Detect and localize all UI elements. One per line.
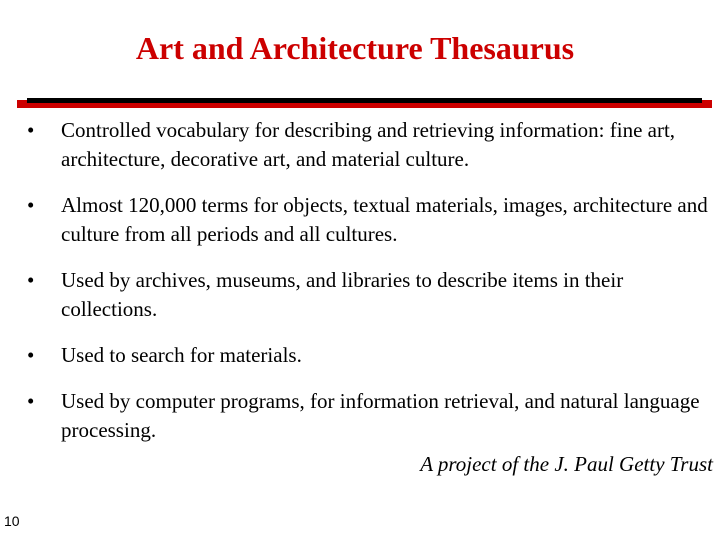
- bullet-point-icon: •: [27, 389, 35, 413]
- bullet-point-icon: •: [27, 118, 35, 142]
- bullet-list: [0, 116, 720, 462]
- slide-title: Art and Architecture Thesaurus: [135, 30, 575, 66]
- bullet-text: Controlled vocabulary for describing and retrieving information: fine art, architecture, decorative art, and material culture.: [61, 118, 676, 171]
- bullet-text: Used by computer programs, for information retrieval, and natural language processing.: [61, 389, 700, 442]
- title-underline-black: [27, 98, 702, 103]
- bullet-text: Used to search for materials.: [61, 343, 302, 367]
- bullet-item: [0, 387, 720, 445]
- bullet-item: [0, 341, 720, 370]
- bullet-point-icon: •: [27, 343, 35, 367]
- bullet-text: Almost 120,000 terms for objects, textual materials, images, architecture and culture from all periods and all cultures.: [61, 193, 708, 246]
- bullet-item: [0, 266, 720, 324]
- page-number: 10: [4, 513, 20, 529]
- credit-line: A project of the J. Paul Getty Trust: [420, 452, 713, 476]
- bullet-item: [0, 116, 720, 174]
- bullet-item: [0, 191, 720, 249]
- bullet-text: Used by archives, museums, and libraries to describe items in their collections.: [61, 268, 624, 321]
- bullet-point-icon: •: [27, 193, 35, 217]
- bullet-point-icon: •: [27, 268, 35, 292]
